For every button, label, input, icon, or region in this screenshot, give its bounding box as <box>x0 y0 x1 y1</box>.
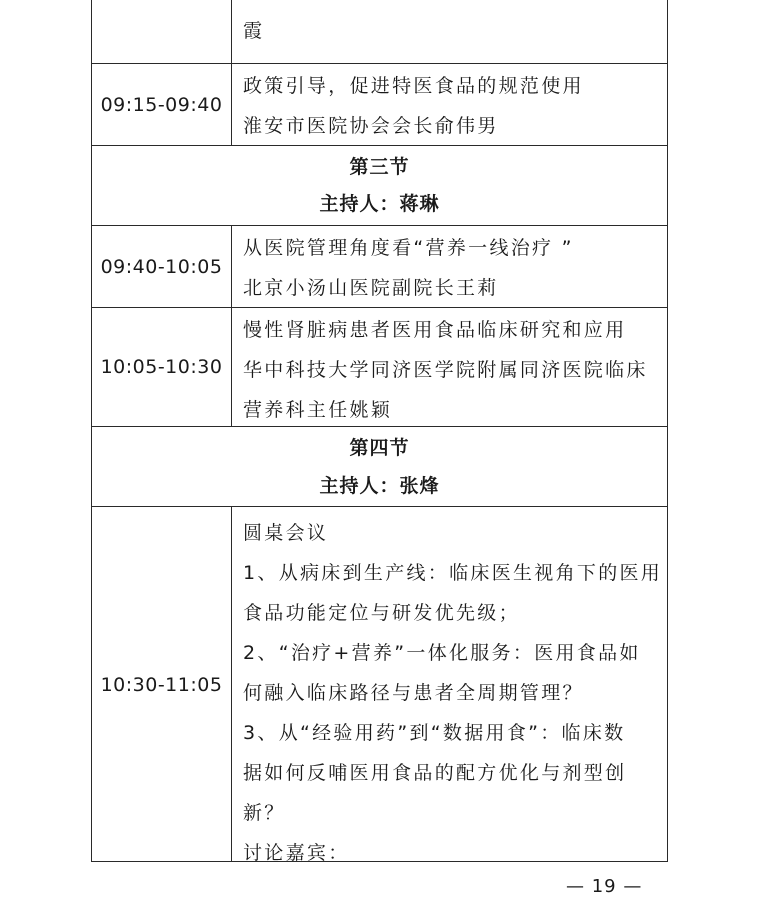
schedule-table <box>91 0 668 862</box>
content-line: 慢性肾脏病患者医用食品临床研究和应用 <box>243 319 627 341</box>
section-title: 第三节 <box>349 156 410 178</box>
content-line: 2、“治疗+营养”一体化服务：医用食品如 <box>243 642 641 664</box>
section-title: 第四节 <box>349 437 410 459</box>
content-line: 据如何反哺医用食品的配方优化与剂型创 <box>243 762 627 784</box>
content-cell <box>232 226 667 307</box>
content-line: 圆桌会议 <box>243 522 329 544</box>
content-cell <box>232 308 667 426</box>
content-line: 食品功能定位与研发优先级； <box>243 602 520 624</box>
content-line: 华中科技大学同济医学院附属同济医院临床 <box>243 359 648 381</box>
table-row <box>92 225 667 307</box>
content-line: 霞 <box>243 20 265 42</box>
page-number: — 19 — <box>566 876 643 897</box>
section-header-row <box>92 145 667 225</box>
content-cell <box>232 0 667 63</box>
table-row <box>92 63 667 145</box>
content-line: 政策引导，促进特医食品的规范使用 <box>243 75 584 97</box>
section-host: 主持人：蒋琳 <box>319 193 440 215</box>
time-cell: 10:05-10:30 <box>92 308 232 426</box>
content-line: 何融入临床路径与患者全周期管理？ <box>243 682 584 704</box>
content-line: 1、从病床到生产线：临床医生视角下的医用 <box>243 562 663 584</box>
section-header-row <box>92 426 667 506</box>
time-cell <box>92 0 232 63</box>
content-line: 讨论嘉宾： <box>243 842 350 864</box>
content-line: 营养科主任姚颖 <box>243 399 393 421</box>
table-row <box>92 0 667 63</box>
time-cell: 09:40-10:05 <box>92 226 232 307</box>
content-line: 从医院管理角度看“营养一线治疗 ” <box>243 237 574 259</box>
content-cell <box>232 64 667 145</box>
section-host: 主持人：张烽 <box>319 475 440 497</box>
time-cell: 10:30-11:05 <box>92 507 232 862</box>
table-row <box>92 307 667 426</box>
table-row <box>92 506 667 862</box>
time-cell: 09:15-09:40 <box>92 64 232 145</box>
content-line: 淮安市医院协会会长俞伟男 <box>243 115 499 137</box>
content-line: 新？ <box>243 802 286 824</box>
content-cell <box>232 507 667 862</box>
content-line: 3、从“经验用药”到“数据用食”：临床数 <box>243 722 626 744</box>
content-line: 北京小汤山医院副院长王莉 <box>243 277 499 299</box>
